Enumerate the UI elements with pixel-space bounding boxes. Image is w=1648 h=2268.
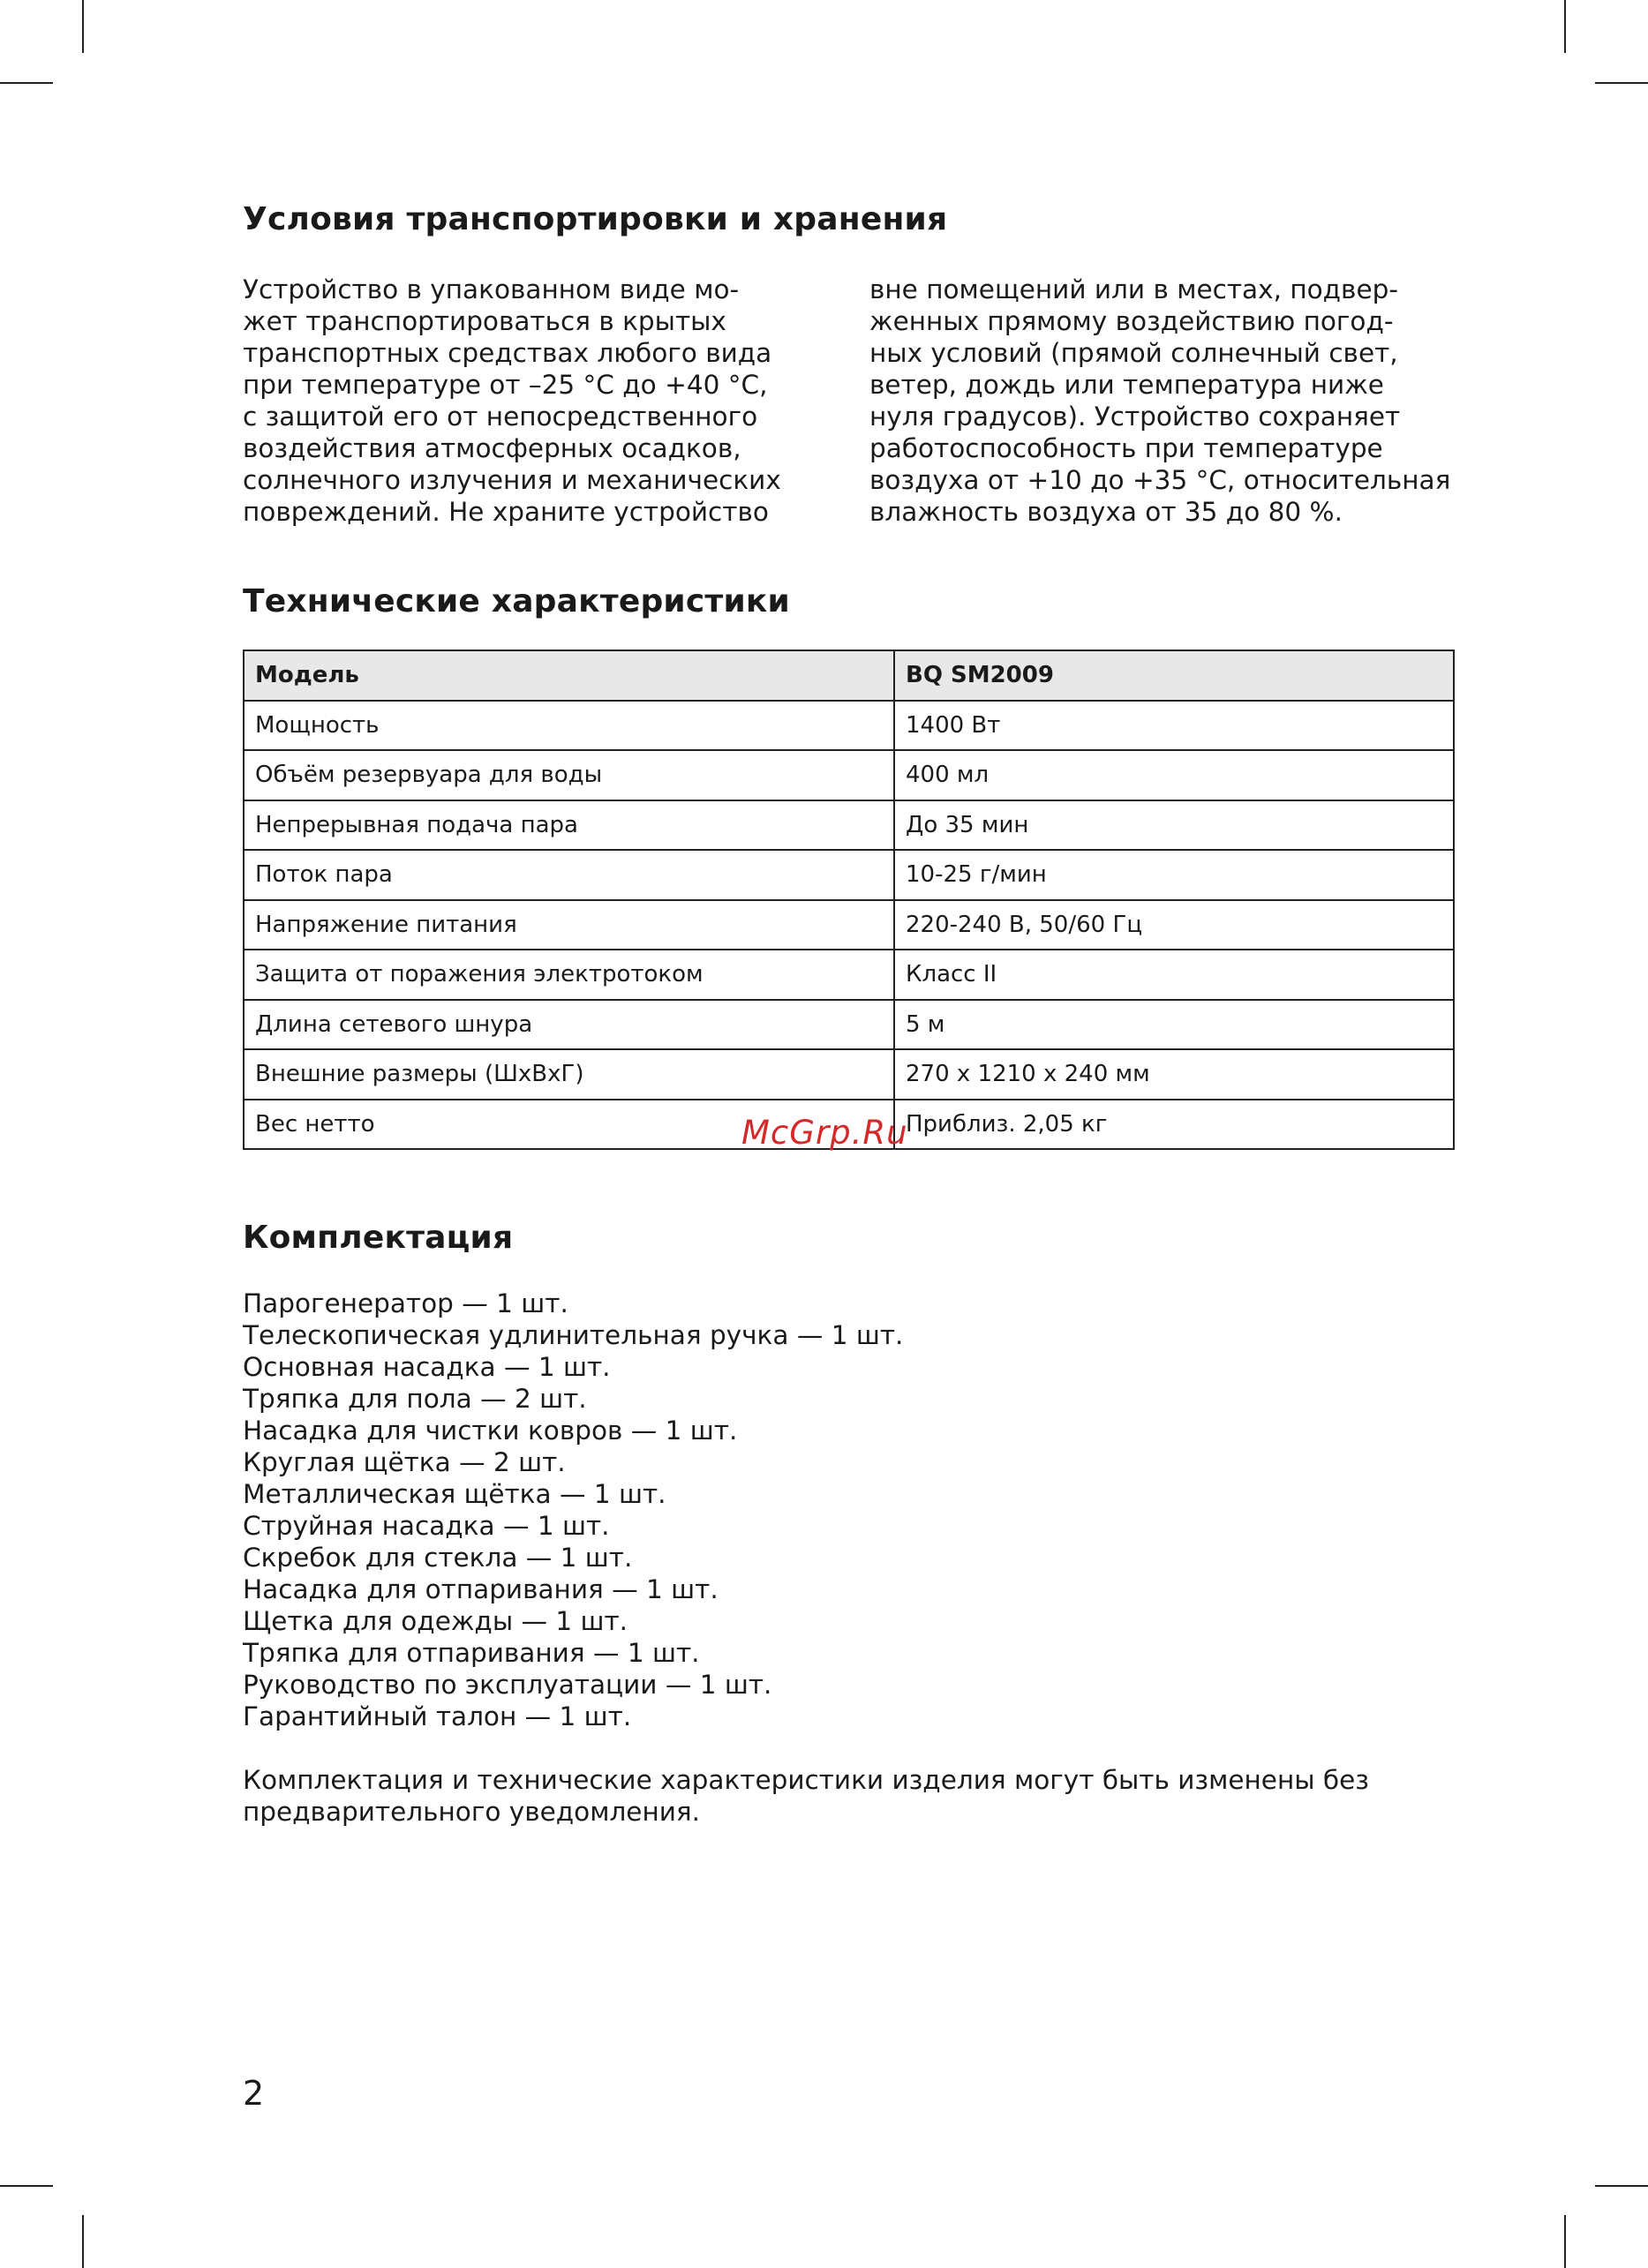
table-row — [244, 1049, 1454, 1100]
text-line: с защитой его от непосредственного — [243, 402, 758, 432]
table-row — [244, 850, 1454, 900]
list-item: Парогенератор — 1 шт. — [243, 1288, 568, 1318]
list-item: Телескопическая удлинительная ручка — 1 шт. — [243, 1320, 904, 1350]
table-row — [244, 900, 1454, 950]
table-header-row — [244, 650, 1454, 701]
specs-table — [243, 650, 1455, 1150]
table-cell: Модель — [244, 650, 894, 701]
text-line: Комплектация и технические характеристики изделия могут быть изменены без — [243, 1765, 1369, 1795]
text-line: вне помещений или в местах, подвер- — [869, 274, 1398, 304]
crop-mark — [1564, 2215, 1566, 2268]
watermark: McGrp.Ru — [741, 1114, 908, 1152]
text-line: воздуха от +10 до +35 °C, относительная — [869, 465, 1451, 495]
text-line: работоспособность при температуре — [869, 433, 1383, 463]
table-row — [244, 701, 1454, 751]
crop-mark — [82, 2215, 84, 2268]
list-item: Насадка для чистки ковров — 1 шт. — [243, 1416, 738, 1446]
table-row — [244, 800, 1454, 851]
transport-heading: Условия транспортировки и хранения — [243, 201, 948, 237]
list-item: Струйная насадка — 1 шт. — [243, 1511, 610, 1541]
transport-text-col1 — [243, 274, 808, 528]
text-line: при температуре от –25 °C до +40 °C, — [243, 370, 768, 400]
table-cell: Поток пара — [244, 850, 894, 900]
table-cell: 270 х 1210 х 240 мм — [894, 1049, 1454, 1100]
text-line: солнечного излучения и механических — [243, 465, 781, 495]
crop-mark — [0, 2185, 53, 2187]
crop-mark — [1595, 82, 1648, 84]
text-line: жет транспортироваться в крытых — [243, 306, 726, 336]
table-cell: Длина сетевого шнура — [244, 1000, 894, 1050]
kit-list — [243, 1288, 903, 1732]
text-line: женных прямому воздействию погод- — [869, 306, 1394, 336]
kit-heading: Комплектация — [243, 1220, 514, 1256]
list-item: Руководство по эксплуатации — 1 шт. — [243, 1670, 772, 1700]
crop-mark — [82, 0, 84, 53]
table-row — [244, 1000, 1454, 1050]
crop-mark — [1595, 2185, 1648, 2187]
text-line: нуля градусов). Устройство сохраняет — [869, 402, 1401, 432]
table-cell: BQ SM2009 — [894, 650, 1454, 701]
page-number: 2 — [243, 2074, 265, 2113]
table-cell: 1400 Вт — [894, 701, 1454, 751]
text-line: ветер, дождь или температура ниже — [869, 370, 1384, 400]
table-cell: Защита от поражения электротоком — [244, 950, 894, 1000]
text-line: воздействия атмосферных осадков, — [243, 433, 741, 463]
list-item: Основная насадка — 1 шт. — [243, 1352, 611, 1382]
table-cell: 220-240 В, 50/60 Гц — [894, 900, 1454, 950]
list-item: Щетка для одежды — 1 шт. — [243, 1606, 628, 1636]
kit-note — [243, 1764, 1479, 1828]
list-item: Гарантийный талон — 1 шт. — [243, 1701, 632, 1731]
crop-mark — [1564, 0, 1566, 53]
table-cell: Непрерывная подача пара — [244, 800, 894, 851]
table-cell: Приблиз. 2,05 кг — [894, 1100, 1454, 1150]
text-line: Устройство в упакованном виде мо- — [243, 274, 740, 304]
table-cell: Класс II — [894, 950, 1454, 1000]
text-line: транспортных средствах любого вида — [243, 338, 772, 368]
list-item: Насадка для отпаривания — 1 шт. — [243, 1574, 719, 1604]
list-item: Тряпка для отпаривания — 1 шт. — [243, 1638, 700, 1668]
list-item: Скребок для стекла — 1 шт. — [243, 1543, 633, 1573]
table-cell: 5 м — [894, 1000, 1454, 1050]
text-line: влажность воздуха от 35 до 80 %. — [869, 497, 1343, 527]
transport-text-col2 — [869, 274, 1451, 528]
list-item: Круглая щётка — 2 шт. — [243, 1447, 566, 1477]
text-line: ных условий (прямой солнечный свет, — [869, 338, 1398, 368]
specs-heading: Технические характеристики — [243, 583, 790, 620]
table-cell: 400 мл — [894, 750, 1454, 800]
table-row — [244, 950, 1454, 1000]
list-item: Металлическая щётка — 1 шт. — [243, 1479, 666, 1509]
table-cell: Мощность — [244, 701, 894, 751]
table-row — [244, 750, 1454, 800]
crop-mark — [0, 82, 53, 84]
text-line: предварительного уведомления. — [243, 1797, 701, 1827]
table-cell: Объём резервуара для воды — [244, 750, 894, 800]
table-cell: Напряжение питания — [244, 900, 894, 950]
table-cell: Внешние размеры (ШхВхГ) — [244, 1049, 894, 1100]
list-item: Тряпка для пола — 2 шт. — [243, 1384, 587, 1414]
table-cell: Вес нетто — [244, 1100, 894, 1150]
text-line: повреждений. Не храните устройство — [243, 497, 769, 527]
table-cell: 10-25 г/мин — [894, 850, 1454, 900]
table-cell: До 35 мин — [894, 800, 1454, 851]
